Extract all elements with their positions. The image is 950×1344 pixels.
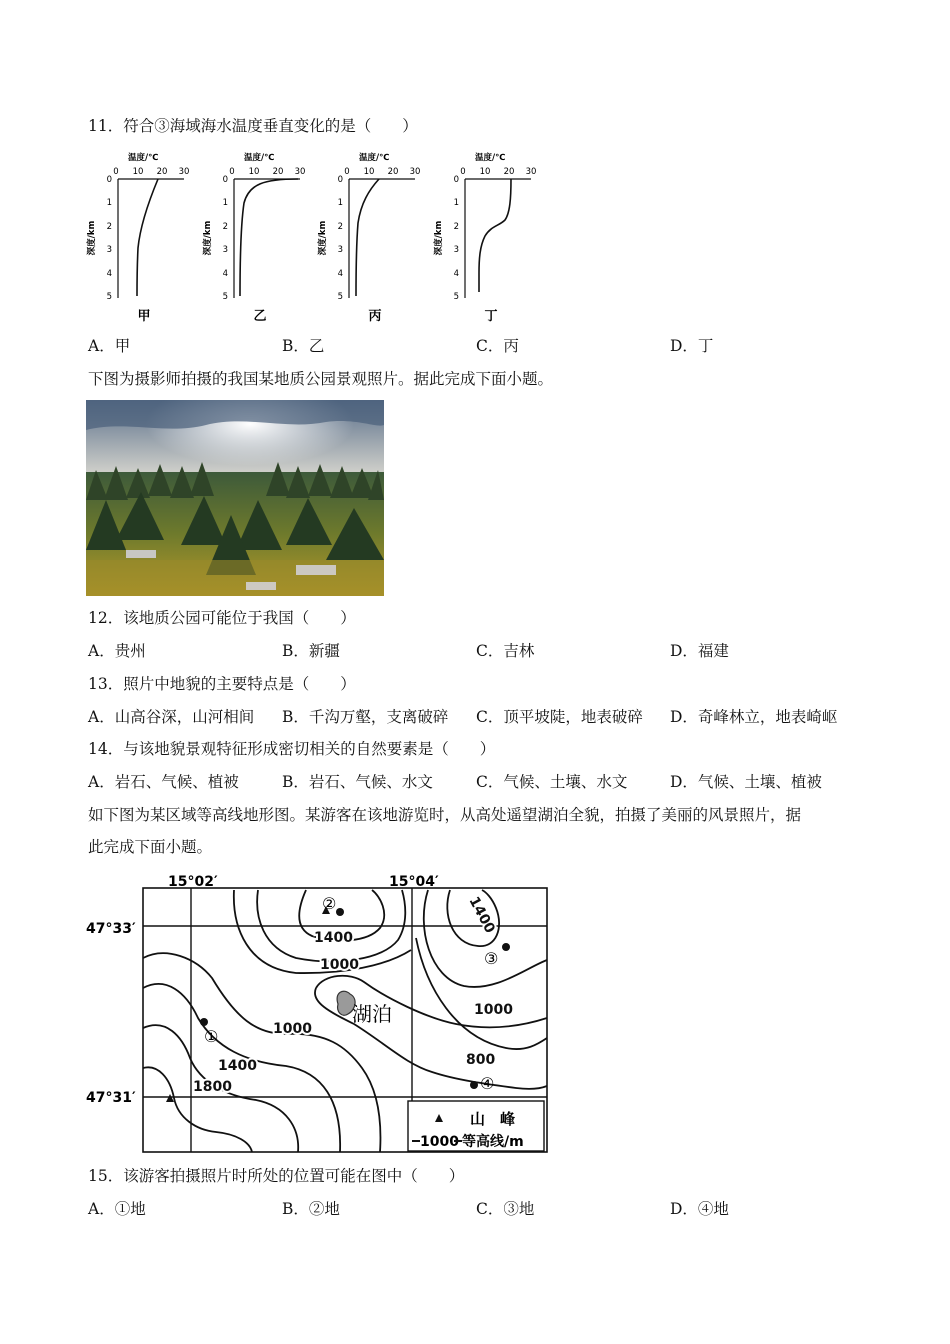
intro-map-line2: 此完成下面小题。 xyxy=(88,838,213,856)
y-tick: 0 xyxy=(337,175,343,185)
y-tick: 5 xyxy=(222,292,228,302)
axis-top-label: 温度/℃ xyxy=(475,153,506,163)
chart-name: 乙 xyxy=(253,309,267,324)
curve xyxy=(137,179,158,296)
contour-label: 1400 xyxy=(218,1058,257,1074)
y-tick: 3 xyxy=(106,245,112,255)
q13-option-c: C．顶平坡陡，地表破碎 xyxy=(476,708,643,726)
x-tick: 10 xyxy=(363,167,375,177)
legend xyxy=(408,1101,544,1151)
curve xyxy=(479,179,511,292)
q13-stem: 13．照片中地貌的主要特点是（ ） xyxy=(88,675,356,693)
point-label: ③ xyxy=(484,949,499,968)
point-label: ② xyxy=(322,894,337,913)
q13-option-b: B．千沟万壑，支离破碎 xyxy=(282,708,449,726)
y-tick: 4 xyxy=(106,269,112,279)
lat-label-1: 47°33′ xyxy=(86,921,136,937)
contour-label: 1000 xyxy=(320,957,359,973)
legend-peak-label: 山 峰 xyxy=(470,1110,516,1128)
q15-option-c: C．③地 xyxy=(476,1200,535,1218)
y-tick: 2 xyxy=(106,222,112,232)
x-tick: 20 xyxy=(156,167,168,177)
axis-top-label: 温度/℃ xyxy=(128,153,159,163)
y-tick: 1 xyxy=(337,198,343,208)
x-tick: 30 xyxy=(409,167,421,177)
chart-name: 丁 xyxy=(484,309,498,324)
y-tick: 3 xyxy=(453,245,459,255)
x-tick: 0 xyxy=(113,167,119,177)
y-tick: 1 xyxy=(222,198,228,208)
contour-label: 1800 xyxy=(193,1079,232,1095)
axis-top-label: 温度/℃ xyxy=(244,153,275,163)
chart-jia xyxy=(86,152,189,324)
contour-label: 1400 xyxy=(465,894,498,937)
q11-stem: 11．符合③海域海水温度垂直变化的是（ ） xyxy=(88,117,418,135)
lon-label-1: 15°02′ xyxy=(168,874,218,890)
y-tick: 5 xyxy=(453,292,459,302)
q12-option-a: A．贵州 xyxy=(88,642,146,660)
y-tick: 3 xyxy=(337,245,343,255)
q15-stem: 15．该游客拍摄照片时所处的位置可能在图中（ ） xyxy=(88,1167,465,1185)
q14-option-c: C．气候、土壤、水文 xyxy=(476,773,628,791)
y-tick: 1 xyxy=(106,198,112,208)
y-tick: 2 xyxy=(337,222,343,232)
point-marker xyxy=(502,943,510,951)
x-tick: 30 xyxy=(525,167,537,177)
x-tick: 0 xyxy=(229,167,235,177)
x-tick: 20 xyxy=(503,167,515,177)
x-tick: 30 xyxy=(178,167,190,177)
y-tick: 2 xyxy=(222,222,228,232)
q12-stem: 12．该地质公园可能位于我国（ ） xyxy=(88,609,356,627)
chart-ding xyxy=(433,152,536,324)
point-label: ① xyxy=(204,1027,219,1046)
q12-option-d: D．福建 xyxy=(670,642,729,660)
y-tick: 0 xyxy=(453,175,459,185)
q14-stem: 14．与该地貌景观特征形成密切相关的自然要素是（ ） xyxy=(88,740,496,758)
x-tick: 0 xyxy=(460,167,466,177)
y-tick: 5 xyxy=(337,292,343,302)
y-label: 深度/km xyxy=(87,220,97,256)
q14-option-d: D．气候、土壤、植被 xyxy=(670,773,822,791)
q14-option-b: B．岩石、气候、水文 xyxy=(282,773,433,791)
contour-label: 800 xyxy=(466,1052,496,1068)
x-tick: 20 xyxy=(272,167,284,177)
legend-contour-text: 等高线/m xyxy=(462,1134,524,1150)
x-tick: 20 xyxy=(387,167,399,177)
axis-top-label: 温度/℃ xyxy=(359,153,390,163)
y-label: 深度/km xyxy=(203,220,213,256)
q11-option-a: A．甲 xyxy=(88,337,131,355)
lake-label: 湖泊 xyxy=(352,1002,392,1026)
point-marker xyxy=(200,1018,208,1026)
q11-charts xyxy=(84,148,544,328)
q12-option-c: C．吉林 xyxy=(476,642,535,660)
y-tick: 3 xyxy=(222,245,228,255)
x-tick: 10 xyxy=(132,167,144,177)
q15-option-a: A．①地 xyxy=(88,1200,146,1218)
q11-option-d: D．丁 xyxy=(670,337,714,355)
point-label: ④ xyxy=(480,1074,495,1093)
q14-option-a: A．岩石、气候、植被 xyxy=(88,773,239,791)
chart-bing xyxy=(317,152,420,324)
curve xyxy=(356,179,379,296)
lon-label-2: 15°04′ xyxy=(389,874,439,890)
x-tick: 10 xyxy=(248,167,260,177)
landscape-photo xyxy=(86,400,384,596)
q15-option-b: B．②地 xyxy=(282,1200,340,1218)
y-label: 深度/km xyxy=(318,220,328,256)
point-marker xyxy=(336,908,344,916)
contour-label: 1000 xyxy=(273,1021,312,1037)
curve xyxy=(240,179,298,296)
x-tick: 0 xyxy=(344,167,350,177)
point-marker xyxy=(470,1081,478,1089)
q13-option-d: D．奇峰林立，地表崎岖 xyxy=(670,708,838,726)
contour-label: 1400 xyxy=(314,930,353,946)
chart-yi xyxy=(202,152,305,324)
chart-name: 甲 xyxy=(137,309,151,324)
q13-option-a: A．山高谷深，山河相间 xyxy=(88,708,255,726)
y-tick: 0 xyxy=(106,175,112,185)
intro-photo: 下图为摄影师拍摄的我国某地质公园景观照片。据此完成下面小题。 xyxy=(88,370,554,388)
contour-map xyxy=(86,868,552,1156)
q12-option-b: B．新疆 xyxy=(282,642,340,660)
x-tick: 10 xyxy=(479,167,491,177)
intro-map-line1: 如下图为某区域等高线地形图。某游客在该地游览时，从高处遥望湖泊全貌，拍摄了美丽的风景照片，据 xyxy=(88,806,802,824)
legend-contour-value: 1000 xyxy=(420,1134,459,1150)
y-tick: 0 xyxy=(222,175,228,185)
y-tick: 4 xyxy=(453,269,459,279)
y-tick: 4 xyxy=(337,269,343,279)
y-tick: 5 xyxy=(106,292,112,302)
q11-option-c: C．丙 xyxy=(476,337,519,355)
chart-name: 丙 xyxy=(368,309,382,324)
contour-label: 1000 xyxy=(474,1002,513,1018)
q11-option-b: B．乙 xyxy=(282,337,325,355)
q15-option-d: D．④地 xyxy=(670,1200,729,1218)
y-label: 深度/km xyxy=(434,220,444,256)
y-tick: 1 xyxy=(453,198,459,208)
x-tick: 30 xyxy=(294,167,306,177)
y-tick: 2 xyxy=(453,222,459,232)
y-tick: 4 xyxy=(222,269,228,279)
lat-label-2: 47°31′ xyxy=(86,1090,136,1106)
